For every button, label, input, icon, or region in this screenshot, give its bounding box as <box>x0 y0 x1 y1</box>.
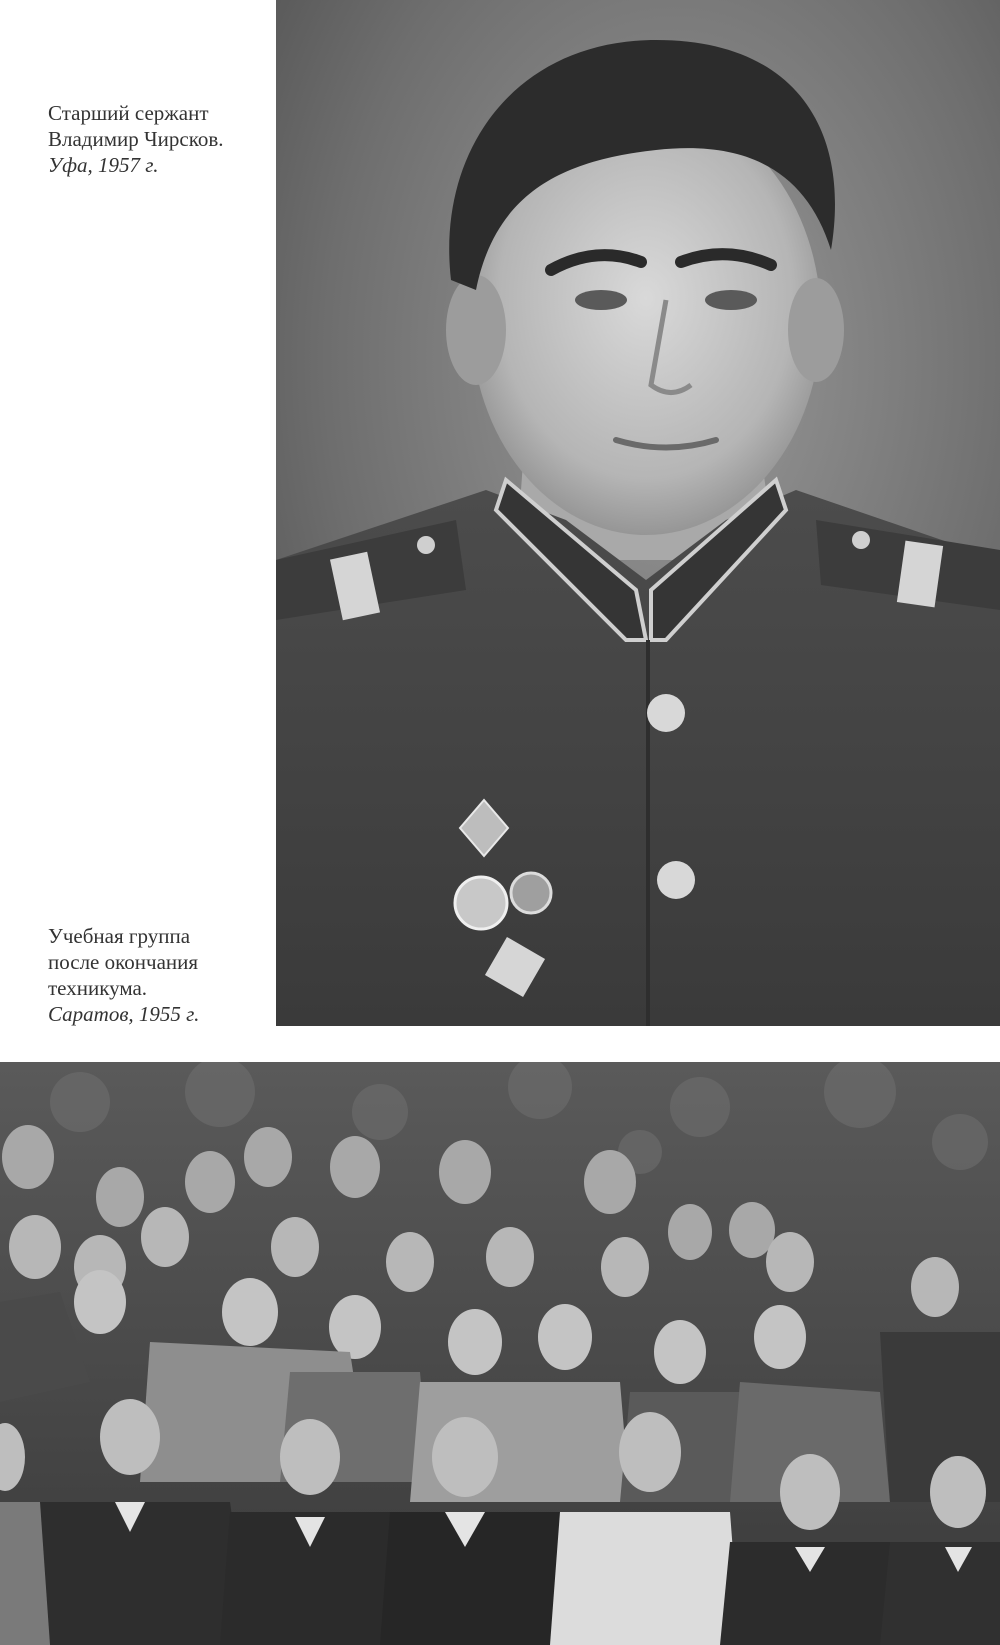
portrait-caption-line-1: Старший сержант <box>48 101 209 125</box>
group-photo <box>0 1062 1000 1645</box>
group-caption-place-date: Саратов, 1955 г. <box>48 1002 200 1026</box>
group-caption-line-2: после окончания <box>48 950 199 974</box>
group-photo-illustration <box>0 1062 1000 1645</box>
portrait-caption-place-date: Уфа, 1957 г. <box>48 153 159 177</box>
group-caption-line-3: техникума. <box>48 976 148 1000</box>
portrait-photo <box>276 0 1000 1026</box>
portrait-photo-illustration <box>276 0 1000 1026</box>
portrait-caption <box>48 100 224 178</box>
group-caption-line-1: Учебная группа <box>48 924 191 948</box>
group-caption <box>48 923 199 1027</box>
portrait-caption-line-2: Владимир Чирсков. <box>48 127 224 151</box>
